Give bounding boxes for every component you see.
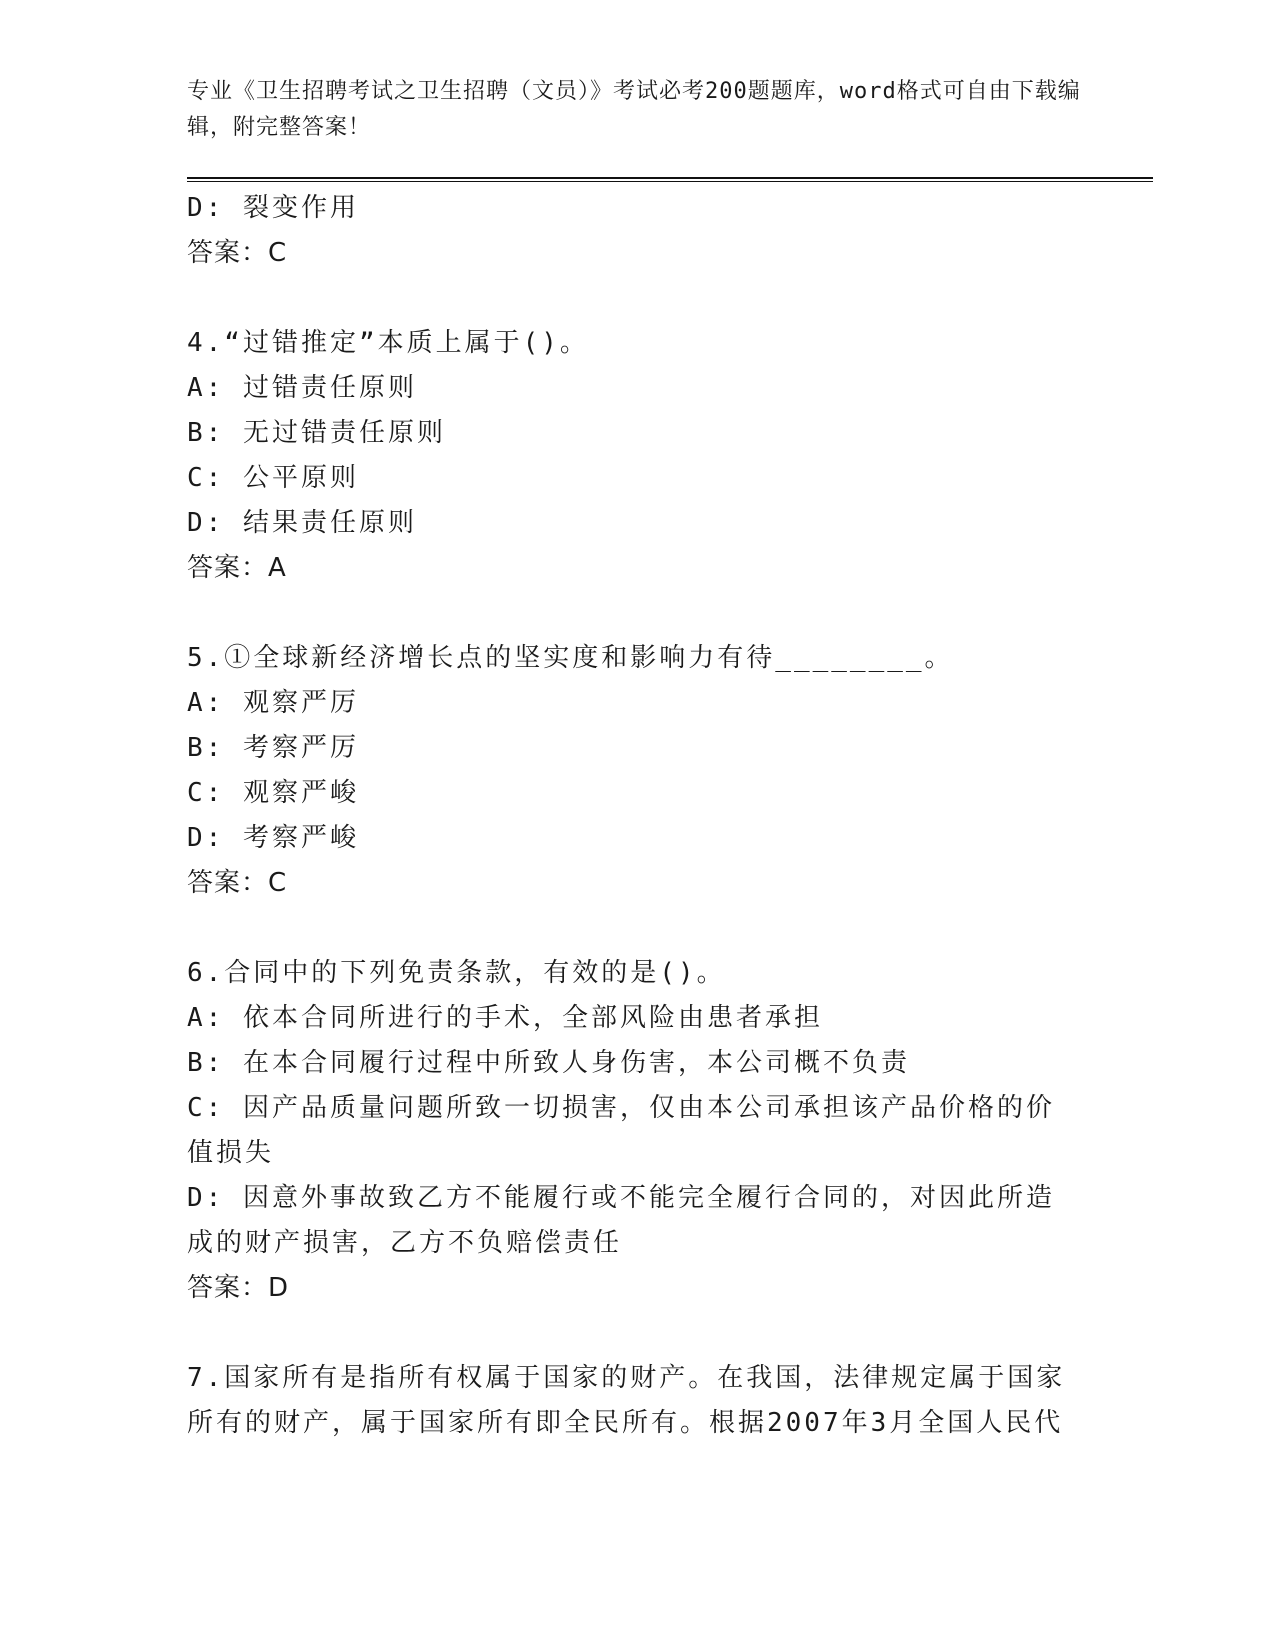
option-a: A: 观察严厉 bbox=[187, 688, 359, 718]
answer: 答案：A bbox=[187, 553, 287, 583]
question-7 bbox=[187, 1356, 1087, 1446]
option-c: C: 因产品质量问题所致一切损害，仅由本公司承担该产品价格的价值损失 bbox=[187, 1093, 1055, 1168]
option-d: D: 结果责任原则 bbox=[187, 508, 417, 538]
option-c: C: 观察严峻 bbox=[187, 778, 359, 808]
option-d: D: 裂变作用 bbox=[187, 193, 359, 223]
option-b: B: 无过错责任原则 bbox=[187, 418, 446, 448]
option-d: D: 考察严峻 bbox=[187, 823, 359, 853]
answer: 答案：D bbox=[187, 1273, 290, 1303]
answer: 答案：C bbox=[187, 868, 288, 898]
option-a: A: 依本合同所进行的手术，全部风险由患者承担 bbox=[187, 1003, 823, 1033]
option-a: A: 过错责任原则 bbox=[187, 373, 417, 403]
question-stem: 5.①全球新经济增长点的坚实度和影响力有待________。 bbox=[187, 643, 954, 673]
question-stem: 6.合同中的下列免责条款，有效的是()。 bbox=[187, 958, 726, 988]
question-list bbox=[187, 186, 1087, 1446]
question-stem: 7.国家所有是指所有权属于国家的财产。在我国，法律规定属于国家所有的财产，属于国家所有即全民所有。根据2007年3月全国人民代 bbox=[187, 1363, 1066, 1438]
question-6 bbox=[187, 951, 1087, 1311]
question-stem: 4.“过错推定”本质上属于()。 bbox=[187, 328, 589, 358]
option-c: C: 公平原则 bbox=[187, 463, 359, 493]
header-divider bbox=[187, 177, 1153, 182]
question-3-tail bbox=[187, 186, 1087, 276]
question-4 bbox=[187, 321, 1087, 591]
option-b: B: 考察严厉 bbox=[187, 733, 359, 763]
answer: 答案：C bbox=[187, 238, 288, 268]
question-5 bbox=[187, 636, 1087, 906]
page-header: 专业《卫生招聘考试之卫生招聘（文员）》考试必考200题题库，word格式可自由下载编辑，附完整答案！ bbox=[187, 79, 1081, 140]
option-b: B: 在本合同履行过程中所致人身伤害，本公司概不负责 bbox=[187, 1048, 910, 1078]
option-d: D: 因意外事故致乙方不能履行或不能完全履行合同的，对因此所造成的财产损害，乙方不负赔偿责任 bbox=[187, 1183, 1055, 1258]
